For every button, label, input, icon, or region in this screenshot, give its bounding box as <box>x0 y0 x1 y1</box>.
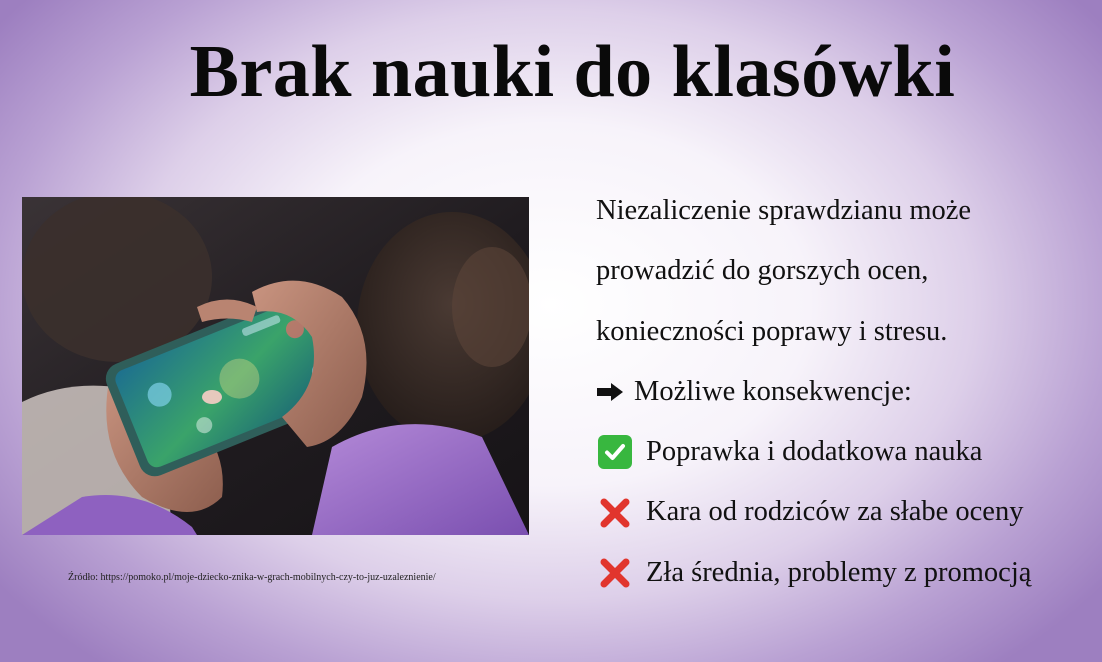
check-mark-icon <box>596 433 634 471</box>
consequence-item <box>596 482 1096 542</box>
consequence-item-text: Kara od rodziców za słabe oceny <box>646 496 1024 528</box>
consequences-heading-row <box>596 362 1096 422</box>
cross-mark-icon <box>596 554 634 592</box>
cross-mark-icon <box>596 494 634 532</box>
paragraph-line: konieczności poprawy i stresu. <box>596 315 948 347</box>
slide-title: Brak nauki do klasówki <box>189 31 956 113</box>
image-source-caption: Źródło: https://pomoko.pl/moje-dziecko-znika-w-grach-mobilnych-czy-to-juz-uzaleznienie/ <box>68 572 436 583</box>
consequence-item <box>596 543 1096 603</box>
slide-body <box>596 181 1096 603</box>
right-arrow-icon <box>596 373 624 411</box>
consequences-heading: Możliwe konsekwencje: <box>634 375 912 407</box>
consequence-item <box>596 422 1096 482</box>
paragraph-line: Niezaliczenie sprawdzianu może <box>596 195 972 226</box>
photo-child-playing-phone-game <box>22 197 529 535</box>
consequence-item-text: Poprawka i dodatkowa nauka <box>646 436 983 468</box>
consequence-item-text: Zła średnia, problemy z promocją <box>646 556 1032 588</box>
paragraph-line: prowadzić do gorszych ocen, <box>596 255 929 287</box>
